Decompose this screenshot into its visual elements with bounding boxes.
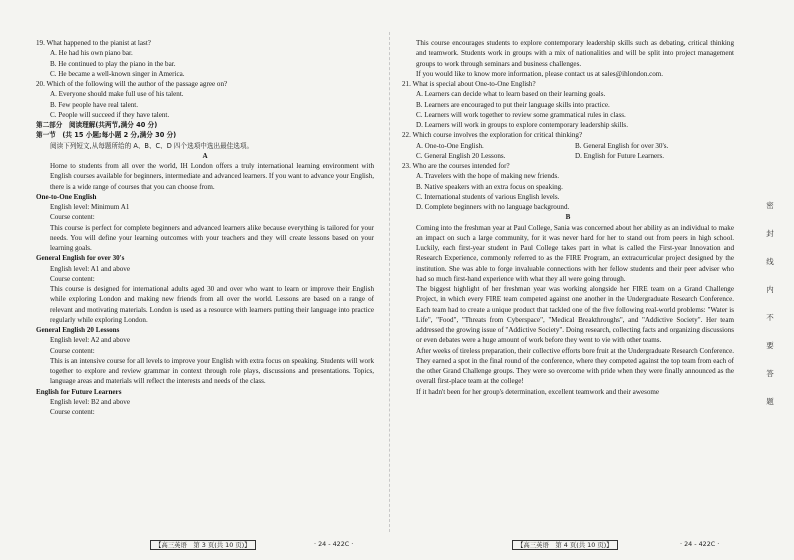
binding-notice xyxy=(762,192,778,416)
option-pair xyxy=(402,141,734,151)
option-text: A. One-to-One English. xyxy=(416,141,484,150)
text-line: English level: B2 and above xyxy=(50,397,130,406)
question-stem: 19. What happened to the pianist at last? xyxy=(36,39,151,47)
text-line: Course content: xyxy=(50,213,95,222)
binding-char: 内 xyxy=(766,285,774,294)
text-line: Course content: xyxy=(50,346,95,355)
section-heading: General English 20 Lessons xyxy=(36,326,120,334)
section-heading: 第一节 (共 15 小题;每小题 2 分,满分 30 分) xyxy=(36,131,177,140)
section-heading: English for Future Learners xyxy=(36,387,122,396)
section-heading: General English for over 30's xyxy=(36,254,125,263)
answer-option: B. He continued to play the piano in the bar. xyxy=(50,59,176,68)
text-line: English level: Minimum A1 xyxy=(50,203,130,211)
answer-option: B. Few people have real talent. xyxy=(50,100,139,109)
paragraph: Coming into the freshman year at Paul College, Sania was concerned about her ability as an individual to make an impact on such a large community, for it was never hard for her to stand out from peers in high school. Luckily, each first-year student in Paul College takes part in what is called the First-year Innovation and Research Experience, commonly referred to as the FIRE Program, an extracurricular project designed by the institution. She was able to forge invaluable connections with her fellow students and their peer adviser who had so much first-hand experience with what they all were going through. xyxy=(416,223,734,283)
option-text: C. General English 20 Lessons. xyxy=(416,151,506,160)
question-stem: 21. What is special about One-to-One English? xyxy=(402,80,536,88)
answer-option: A. He had his own piano bar. xyxy=(50,49,133,58)
left-page-footer xyxy=(150,540,256,549)
option-pair xyxy=(402,151,734,161)
question-stem: 20. Which of the following will the author of the passage agree on? xyxy=(36,80,228,88)
paragraph: The biggest highlight of her freshman year was working alongside her FIRE team on a Grand Challenge Project, in which every FIRE team competed against one another in the Undergraduate Research Conference. Each team had to create a unique product that tackled one of the five following real-world problems: "Water is Life", "Food", "Threats from Cyberspace", "Medical Breakthroughs", and "Addictive Society". Her team addressed the growing issue of "Addictive Society". Doing research, collecting facts and organizing discussions or even debates were a huge amount of work before they went to vie with other teams. xyxy=(416,285,734,345)
option-text: B. General English for over 30's. xyxy=(575,141,669,150)
text-line: Course content: xyxy=(50,408,95,416)
paragraph: This is an intensive course for all levels to improve your English with extra focus on speaking. Students will work together to explore and review grammar in context through role plays, discussions and presentations. Topics, language areas and materials will reflect the interests and needs of the class. xyxy=(50,356,374,386)
right-paper-code: · 24 - 422C · xyxy=(680,540,720,548)
binding-char: 要 xyxy=(766,341,774,350)
left-page-number: 【高三英语 第 3 页(共 10 页)】 xyxy=(150,540,256,550)
passage-label: B xyxy=(565,213,571,222)
right-page-column xyxy=(402,38,734,397)
answer-option: D. Learners will work in groups to explore contemporary leadership skills. xyxy=(416,121,628,129)
section-heading: 第二部分 阅读理解(共两节,满分 40 分) xyxy=(36,121,158,129)
question-stem: 22. Which course involves the exploration for critical thinking? xyxy=(402,131,583,140)
answer-option: C. He became a well-known singer in America. xyxy=(50,69,185,78)
binding-char: 答 xyxy=(766,369,774,378)
text-line: 阅读下列短文,从每题所给的 A、B、C、D 四个选项中选出最佳选项。 xyxy=(50,141,254,150)
text-line: English level: A1 and above xyxy=(50,264,130,273)
left-page-column xyxy=(36,38,374,417)
option-text: D. English for Future Learners. xyxy=(575,151,665,160)
binding-char: 不 xyxy=(766,313,774,322)
section-heading: One-to-One English xyxy=(36,192,97,201)
right-page-footer xyxy=(512,540,618,549)
right-page-number: 【高三英语 第 4 页(共 10 页)】 xyxy=(512,540,618,550)
answer-option: A. Travelers with the hope of making new friends. xyxy=(416,172,560,181)
answer-option: A. Everyone should make full use of his talent. xyxy=(50,90,184,99)
answer-option: C. Learners will work together to review some grammatical rules in class. xyxy=(416,110,626,119)
answer-option: A. Learners can decide what to learn based on their learning goals. xyxy=(416,90,606,99)
left-paper-code: · 24 - 422C · xyxy=(314,540,354,548)
text-line: English level: A2 and above xyxy=(50,336,130,345)
binding-char: 题 xyxy=(766,397,774,406)
answer-option: B. Native speakers with an extra focus on speaking. xyxy=(416,182,563,191)
paragraph: This course is designed for international adults aged 30 and over who want to learn or improve their English while exploring London and making new friends from all over the world. Lessons are based on a range of relevant and motivating materials. London is used as a resource with learners putting their language into practice regularly while exploring London. xyxy=(50,285,374,324)
paragraph: This course encourages students to explore contemporary leadership skills such as debating, critical thinking and teamwork. Students work in groups with a mix of nationalities and will be split into project management groups to work through seminars and business challenges. xyxy=(416,39,734,68)
answer-option: B. Learners are encouraged to put their language skills into practice. xyxy=(416,100,610,109)
paragraph: Home to students from all over the world, IH London offers a truly international learning environment with English courses available for beginners, intermediate and advanced learners. If you want to advance your English, there is a wide range of courses that you can choose from. xyxy=(50,162,374,191)
answer-option: C. International students of various English levels. xyxy=(416,192,560,201)
binding-char: 密 xyxy=(766,201,774,210)
text-line: If you would like to know more information, please contact us at sales@ihlondon.com. xyxy=(416,69,664,78)
question-stem: 23. Who are the courses intended for? xyxy=(402,162,510,170)
passage-label: A xyxy=(202,151,208,160)
binding-char: 封 xyxy=(766,229,774,238)
paragraph: After weeks of tireless preparation, their collective efforts bore fruit at the Undergraduate Research Conference. They earned a spot in the final round of the conference, where they competed against the top team from each of the other Grand Challenge groups. They were so overcome with pride when they were finally announced as the overall first-place team at the college! xyxy=(416,346,734,386)
answer-option: C. People will succeed if they have talent. xyxy=(50,110,170,119)
answer-option: D. Complete beginners with no language background. xyxy=(416,203,570,211)
binding-char: 线 xyxy=(766,257,774,266)
text-line: Course content: xyxy=(50,274,95,283)
text-line: If it hadn't been for her group's determination, excellent teamwork and their awesome xyxy=(416,387,660,396)
paragraph: This course is perfect for complete beginners and advanced learners alike because everything is tailored for your needs. You will define your learning outcomes with your teachers and they will create lessons based on your learning goals. xyxy=(50,223,374,252)
page-divider xyxy=(389,32,390,532)
